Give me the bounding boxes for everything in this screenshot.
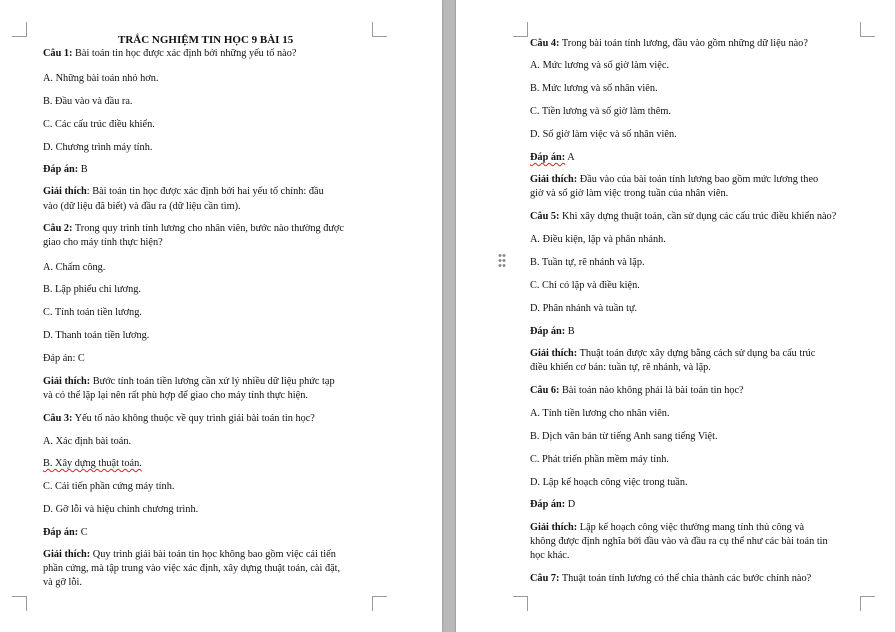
explanation-line: [43, 376, 335, 388]
explanation-label: Giải thích: [43, 186, 87, 197]
option-c: C. Các cấu trúc điều khiển.: [43, 119, 155, 130]
document-page-right[interactable]: [456, 0, 895, 632]
question-3: [43, 413, 315, 425]
explanation-line: và gỡ lỗi.: [43, 577, 82, 588]
drag-handle-icon[interactable]: [498, 253, 506, 269]
option-b: B. Lập phiếu chi lương.: [43, 284, 141, 295]
explanation-label: Giải thích:: [530, 522, 578, 533]
option-a: A. Mức lương và số giờ làm việc.: [530, 60, 670, 71]
question-label: Câu 6:: [530, 385, 560, 396]
explanation-line: [43, 186, 324, 198]
question-2: [43, 223, 344, 235]
explanation-line: giờ và số giờ làm việc trong tuần của nhân viên.: [530, 188, 729, 199]
question-4: [530, 38, 808, 50]
crop-mark: [372, 22, 387, 37]
explanation-label: Giải thích:: [43, 549, 91, 560]
question-text: Yếu tố nào không thuộc về quy trình giải bài toán tin học?: [74, 413, 315, 424]
crop-mark: [372, 596, 387, 611]
question-5: [530, 211, 836, 223]
question-text: Bài toán nào không phải là bài toán tin học?: [562, 385, 744, 396]
answer-value: C: [80, 527, 88, 538]
question-1: [43, 48, 296, 60]
crop-mark: [12, 596, 27, 611]
question-label: Câu 7:: [530, 573, 560, 584]
question-text: Trong quy trình tính lương cho nhân viên, bước nào thường được: [74, 223, 344, 234]
explanation-line: học khác.: [530, 550, 570, 561]
option-c: C. Phát triển phần mềm máy tính.: [530, 454, 669, 465]
question-text: Khi xây dựng thuật toán, cần sử dụng các cấu trúc điều khiển nào?: [562, 211, 837, 222]
explanation-line: không được định nghĩa bởi đầu vào và đầu ra cụ thể như các bài toán tin: [530, 536, 828, 547]
explanation-line: vào (dữ liệu đã biết) và đầu ra (dữ liệu cần tìm).: [43, 201, 241, 212]
explanation-label: Giải thích:: [43, 376, 91, 387]
option-d: D. Phân nhánh và tuần tự.: [530, 303, 638, 314]
explanation-line: [530, 174, 818, 186]
answer: [43, 164, 88, 176]
option-b: B. Dịch văn bản từ tiếng Anh sang tiếng Việt.: [530, 431, 718, 442]
crop-mark: [860, 22, 875, 37]
explanation-line: [530, 348, 815, 360]
question-6: [530, 385, 744, 397]
document-page-left[interactable]: [0, 0, 442, 632]
question-label: Câu 5:: [530, 211, 560, 222]
document-title: TRẮC NGHIỆM TIN HỌC 9 BÀI 15: [118, 34, 294, 46]
answer: [530, 326, 575, 338]
option-c: C. Tiền lương và số giờ làm thêm.: [530, 106, 671, 117]
option-c: C. Chỉ có lặp và điều kiện.: [530, 280, 640, 291]
option-a: A. Những bài toán nhỏ hơn.: [43, 73, 159, 84]
answer-label: Đáp án:: [530, 326, 566, 337]
question-label: Câu 3:: [43, 413, 73, 424]
answer-label: Đáp án:: [530, 499, 566, 510]
explanation-text: Bước tính toán tiền lương cần xử lý nhiều dữ liệu phức tạp: [92, 376, 335, 387]
option-b: B. Mức lương và số nhân viên.: [530, 83, 658, 94]
explanation-line: [530, 522, 804, 534]
option-d: D. Chương trình máy tính.: [43, 142, 153, 153]
explanation-label: Giải thích:: [530, 174, 578, 185]
answer: [43, 527, 88, 539]
option-b: B. Đầu vào và đầu ra.: [43, 96, 133, 107]
answer-value: D: [567, 499, 576, 510]
answer-value: B: [80, 164, 88, 175]
answer-label: Đáp án:: [43, 164, 79, 175]
explanation-text: Lập kế hoạch công việc thường mang tính thủ công và: [579, 522, 805, 533]
answer-label: Đáp án:: [530, 152, 566, 163]
crop-mark: [513, 22, 528, 37]
answer-label: Đáp án:: [43, 527, 79, 538]
option-b: B. Xây dựng thuật toán.: [43, 458, 142, 469]
option-d: D. Số giờ làm việc và số nhân viên.: [530, 129, 677, 140]
explanation-line: [43, 549, 336, 561]
question-label: Câu 1:: [43, 48, 73, 59]
option-a: A. Điều kiện, lặp và phân nhánh.: [530, 234, 666, 245]
option-a: A. Chấm công.: [43, 262, 106, 273]
explanation-text: Quy trình giải bài toán tin học không bao gồm việc cải tiến: [92, 549, 336, 560]
question-text: Trong bài toán tính lương, đầu vào gồm những dữ liệu nào?: [561, 38, 808, 49]
option-a: A. Xác định bài toán.: [43, 436, 132, 447]
question-7: [530, 573, 811, 585]
answer: [530, 152, 575, 164]
option-d: D. Thanh toán tiền lương.: [43, 330, 150, 341]
option-b: B. Tuần tự, rẽ nhánh và lặp.: [530, 257, 645, 268]
answer: [530, 499, 575, 511]
explanation-line: và có thể lặp lại nên rất phù hợp để giao cho máy tính thực hiện.: [43, 390, 308, 401]
option-c: C. Tính toán tiền lương.: [43, 307, 142, 318]
question-label: Câu 2:: [43, 223, 73, 234]
explanation-text: : Bài toán tin học được xác định bởi hai yếu tố chính: đầu: [86, 186, 324, 197]
crop-mark: [12, 22, 27, 37]
question-label: Câu 4:: [530, 38, 560, 49]
option-a: A. Tính tiền lương cho nhân viên.: [530, 408, 670, 419]
crop-mark: [513, 596, 528, 611]
answer-value: B: [567, 326, 575, 337]
question-text: Bài toán tin học được xác định bởi những yếu tố nào?: [75, 48, 297, 59]
explanation-label: Giải thích:: [530, 348, 578, 359]
option-d: D. Gỡ lỗi và hiệu chỉnh chương trình.: [43, 504, 199, 515]
crop-mark: [860, 596, 875, 611]
question-text-line: giao cho máy tính thực hiện?: [43, 237, 163, 248]
explanation-text: Đầu vào của bài toán tính lương bao gồm mức lương theo: [579, 174, 819, 185]
question-text: Thuật toán tính lương có thể chia thành các bước chính nào?: [561, 573, 812, 584]
option-d: D. Lập kế hoạch công việc trong tuần.: [530, 477, 688, 488]
explanation-line: phần cứng, mà tập trung vào việc xác định, xây dựng thuật toán, cài đặt,: [43, 563, 341, 574]
option-c: C. Cải tiến phần cứng máy tính.: [43, 481, 175, 492]
explanation-text: Thuật toán được xây dựng bằng cách sử dụng ba cấu trúc: [579, 348, 816, 359]
answer: Đáp án: C: [43, 353, 85, 364]
explanation-line: điều khiển cơ bản: tuần tự, rẽ nhánh, và lặp.: [530, 362, 711, 373]
answer-value: A: [567, 152, 575, 163]
